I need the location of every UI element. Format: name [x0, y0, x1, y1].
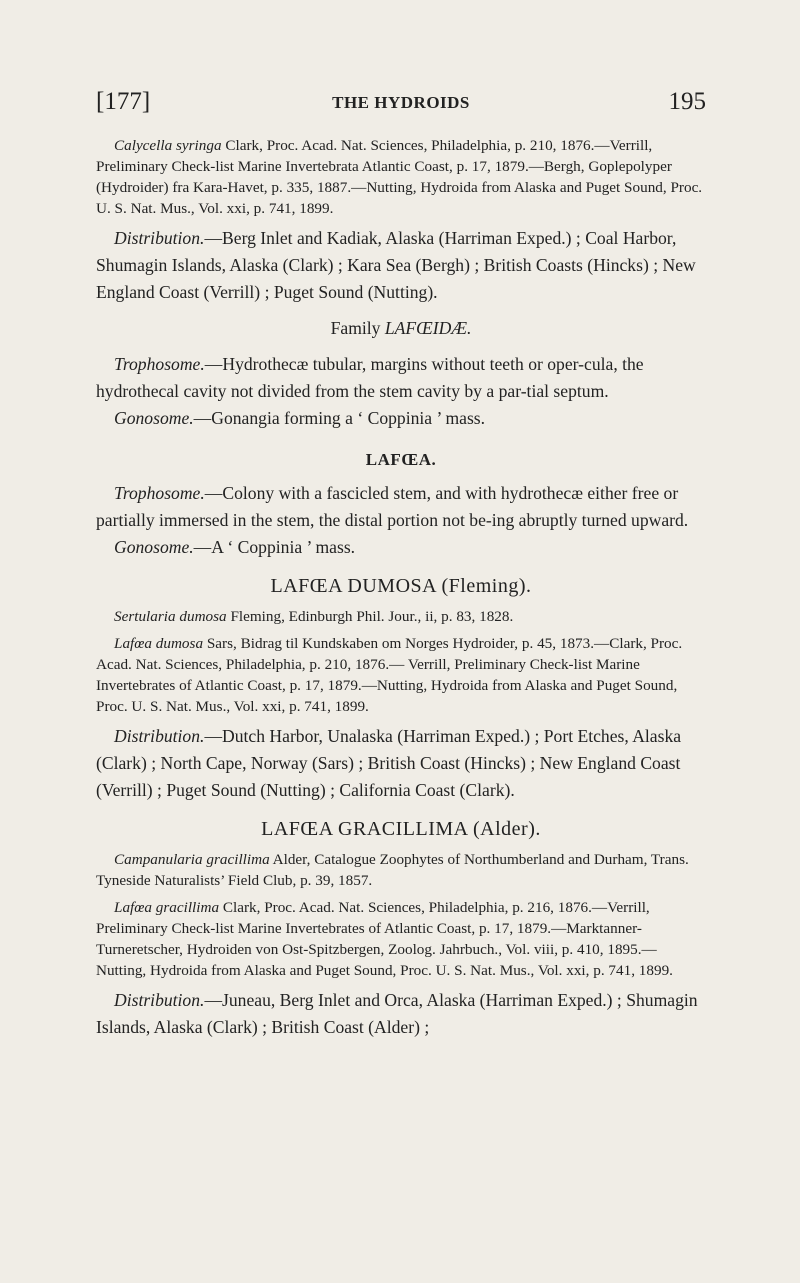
gonosome-label: Gonosome.	[114, 408, 194, 428]
citation-taxon: Calycella syringa	[114, 137, 222, 154]
distribution-text: —Juneau, Berg Inlet and Orca, Alaska (Harriman Exped.) ; Shumagin Islands, Alaska (Clark) ; British Coast (Alder) ;	[96, 990, 698, 1037]
dumosa-citation-2	[96, 633, 706, 717]
citation-taxon: Campanularia gracillima	[114, 851, 270, 868]
dumosa-citation-1	[96, 606, 706, 627]
family-trophosome	[96, 351, 706, 405]
calycella-citation	[96, 135, 706, 219]
gonosome-text: —A ‘ Coppinia ’ mass.	[193, 537, 356, 557]
page-body	[96, 135, 706, 1041]
trophosome-label: Trophosome.	[114, 483, 205, 503]
citation-taxon: Lafœa dumosa	[114, 635, 204, 652]
citation-text: Fleming, Edinburgh Phil. Jour., ii, p. 83, 1828.	[226, 608, 514, 625]
genus-trophosome	[96, 480, 706, 534]
gracillima-citation-2	[96, 897, 706, 981]
dumosa-distribution	[96, 723, 706, 804]
distribution-label: Distribution.	[114, 726, 205, 746]
distribution-label: Distribution.	[114, 990, 205, 1010]
trophosome-label: Trophosome.	[114, 354, 205, 374]
calycella-distribution	[96, 225, 706, 306]
family-name: LAFŒIDÆ.	[384, 318, 472, 338]
family-gonosome	[96, 405, 706, 432]
distribution-text: —Berg Inlet and Kadiak, Alaska (Harriman Exped.) ; Coal Harbor, Shumagin Islands, Alaska (Clark) ; Kara Sea (Bergh) ; British Coasts (Hincks) ; New England Coast (Verrill) ; Puget Sound (Nutting).	[96, 228, 696, 302]
gracillima-distribution	[96, 987, 706, 1041]
citation-text: Alder, Catalogue Zoophytes of Northumberland and Durham, Trans. Tyneside Naturalists’ Field Club, p. 39, 1857.	[96, 851, 689, 889]
citation-text: Sars, Bidrag til Kundskaben om Norges Hydroider, p. 45, 1873.—Clark, Proc. Acad. Nat. Sciences, Philadelphia, p. 210, 1876.— Verrill, Preliminary Check-list Marine Invertebrates of Atlantic Coast, p. 17, 1879.—Nutting, Hydroida from Alaska and Puget Sound, Proc. U. S. Nat. Mus., Vol. xxi, p. 741, 1899.	[96, 635, 683, 715]
citation-text: Clark, Proc. Acad. Nat. Sciences, Philadelphia, p. 216, 1876.—Verrill, Preliminary Check-list Marine Invertebrates of Atlantic Coast, p. 17, 1879.—Marktanner-Turneretscher, Hydroiden von Ost-Spitzbergen, Zoolog. Jahrbuch., Vol. viii, p. 410, 1895.—Nutting, Hydroida from Alaska and Puget Sound, Proc. U. S. Nat. Mus., Vol. xxi, p. 741, 1899.	[96, 899, 673, 979]
gonosome-label: Gonosome.	[114, 537, 194, 557]
dumosa-heading: LAFŒA DUMOSA (Fleming).	[270, 575, 532, 597]
family-prefix: Family	[330, 318, 385, 338]
distribution-text: —Dutch Harbor, Unalaska (Harriman Exped.) ; Port Etches, Alaska (Clark) ; North Cape, Norway (Sars) ; British Coast (Hincks) ; New England Coast (Verrill) ; Puget Sound (Nutting) ; California Coast (Clark).	[96, 726, 682, 800]
trophosome-text: —Hydrothecæ tubular, margins without teeth or oper-cula, the hydrothecal cavity not divided from the stem cavity by a par-tial septum.	[96, 354, 644, 401]
gracillima-citation-1	[96, 849, 706, 891]
gracillima-heading: LAFŒA GRACILLIMA (Alder).	[261, 818, 541, 840]
citation-taxon: Sertularia dumosa	[114, 608, 227, 625]
family-heading	[96, 318, 706, 339]
gonosome-text: —Gonangia forming a ‘ Coppinia ’ mass.	[193, 408, 486, 428]
bracketed-page-number: [177]	[96, 88, 151, 115]
page-header	[96, 88, 706, 118]
citation-text: Clark, Proc. Acad. Nat. Sciences, Philadelphia, p. 210, 1876.—Verrill, Preliminary Check-list Marine Invertebrata Atlantic Coast, p. 17, 1879.—Bergh, Goplepolyper (Hydroider) fra Kara-Havet, p. 335, 1887.—Nutting, Hydroida from Alaska and Puget Sound, Proc. U. S. Nat. Mus., Vol. xxi, p. 741, 1899.	[96, 137, 703, 217]
genus-gonosome	[96, 534, 706, 561]
trophosome-text: —Colony with a fascicled stem, and with hydrothecæ either free or partially immersed in the stem, the distal portion not be-ing abruptly turned upward.	[96, 483, 689, 530]
distribution-label: Distribution.	[114, 228, 205, 248]
page-number: 195	[668, 88, 706, 115]
running-title: THE HYDROIDS	[332, 93, 470, 112]
genus-heading: LAFŒA.	[365, 450, 437, 469]
citation-taxon: Lafœa gracillima	[114, 899, 220, 916]
